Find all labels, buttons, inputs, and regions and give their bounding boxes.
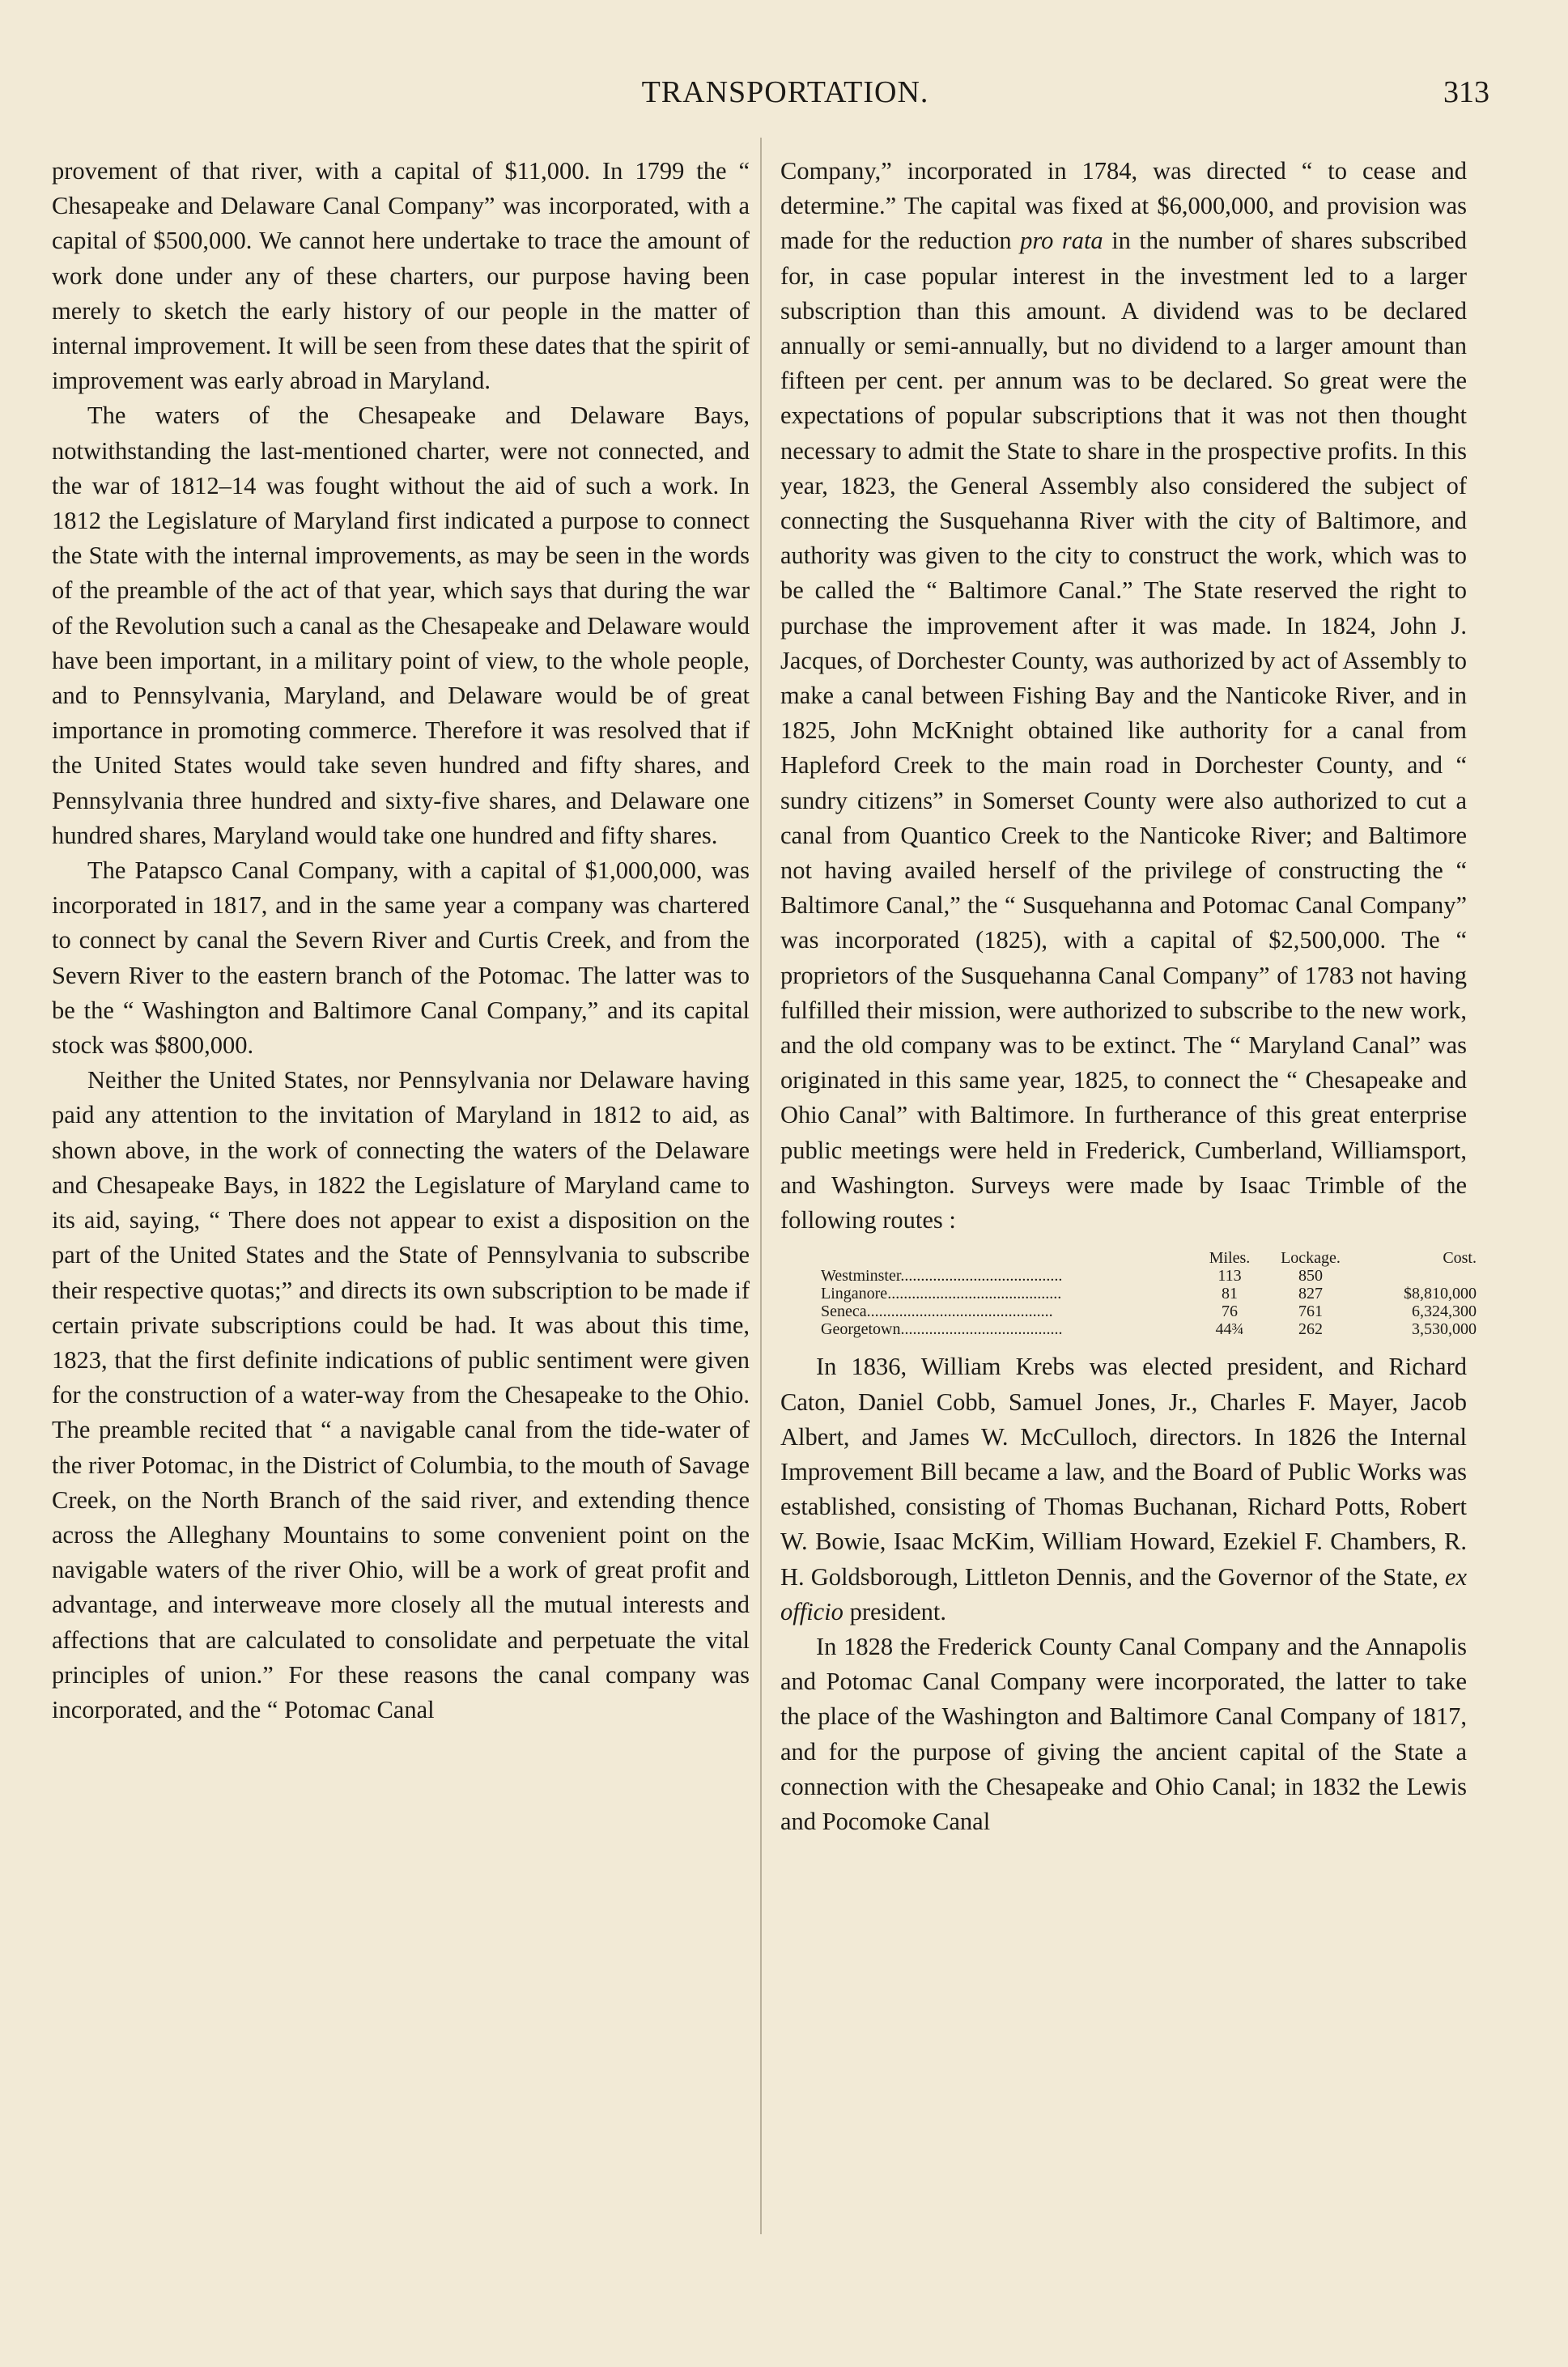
route-cost: 6,324,300 <box>1412 1302 1477 1321</box>
routes-header-route <box>821 1249 1193 1267</box>
page-title: TRANSPORTATION. <box>641 75 929 109</box>
left-paragraph-2: The waters of the Chesapeake and Delaware Bays, notwithstanding the last-mentioned charter, were not connected, and the war of 1812–14 was fought without the aid of such a work. In 1812 the Legislature of Maryland first indicated a purpose to connect the State with the internal improvements, as may be seen in the words of the preamble of the act of that year, which says that during the war of the Revolution such a canal as the Chesapeake and Delaware would have been important, in a military point of view, to the whole people, and to Pennsylvania, Maryland, and Delaware would be of great importance in promoting commerce. Therefore it was resolved that if the United States would take seven hundred and fifty shares, and Pennsylvania three hundred and sixty-five shares, and Delaware one hundred shares, Maryland would take one hundred and fifty shares. <box>52 402 750 849</box>
left-paragraph-4: Neither the United States, nor Pennsylvania nor Delaware having paid any attention to the invitation of Maryland in 1812 to aid, as shown above, in the work of connecting the waters of the Delaware and Chesapeake Bays, in 1822 the Legislature of Maryland came to its aid, saying, “ There does not appear to exist a disposition on the part of the United States and the State of Pennsylvania to subscribe their respective quotas;” and directs its own subscription to be made if certain private subscriptions could be had. It was about this time, 1823, that the first definite indications of public sentiment were given for the construction of a water-way from the Chesapeake to the Ohio. The preamble recited that “ a navigable canal from the tide-water of the river Potomac, in the District of Columbia, to the mouth of Savage Creek, on the North Branch of the said river, and extending thence across the Alleghany Mountains to some convenient point on the navigable waters of the river Ohio, will be a work of great profit and advantage, and interweave more closely all the mutual interests and affections that are calculated to consolidate and perpetuate the vital principles of union.” For these reasons the canal company was incorporated, and the “ Potomac Canal <box>52 1066 750 1723</box>
right-column <box>780 154 1477 1839</box>
route-miles: 44¾ <box>1215 1320 1244 1339</box>
right-paragraph-3: In 1828 the Frederick County Canal Company and the Annapolis and Potomac Canal Company were incorporated, the latter to take the place of the Washington and Baltimore Canal Company of 1817, and for the purpose of giving the ancient capital of the State a connection with the Chesapeake and Ohio Canal; in 1832 the Lewis and Pocomoke Canal <box>780 1632 1467 1835</box>
route-miles: 81 <box>1222 1285 1238 1303</box>
route-name: Linganore........................................... <box>821 1285 1062 1303</box>
column-divider <box>760 138 762 2234</box>
route-miles: 76 <box>1222 1302 1238 1321</box>
table-row <box>821 1302 1477 1320</box>
left-column <box>52 154 750 1727</box>
right-paragraph-2-end: president. <box>843 1597 946 1625</box>
routes-table <box>780 1249 1477 1339</box>
route-name: Westminster........................................ <box>821 1267 1063 1285</box>
table-row <box>821 1267 1477 1285</box>
table-row <box>821 1285 1477 1302</box>
page-number: 313 <box>1443 75 1489 109</box>
left-paragraph-1: provement of that river, with a capital of $11,000. In 1799 the “ Chesapeake and Delaware Canal Company” was incorporated, with a capital of $500,000. We cannot here undertake to trace the amount of work done under any of these charters, our purpose having been merely to sketch the early history of our people in the matter of internal improvement. It will be seen from these dates that the spirit of improvement was early abroad in Maryland. <box>52 157 750 395</box>
routes-header-miles: Miles. <box>1209 1249 1251 1268</box>
right-paragraph-1 <box>780 154 1467 1238</box>
right-paragraph-1-a: Company,” incorporated in 1784, was directed “ to cease and determine.” The capital was fixed at $6,000,000, and provision was made for the reduction <box>780 157 1467 255</box>
right-paragraph-2-a: In 1836, William Krebs was elected president, and Richard Caton, Daniel Cobb, Samuel Jones, Jr., Charles F. Mayer, Jacob Albert, and James W. McCulloch, directors. In 1826 the Internal Improvement Bill became a law, and the Board of Public Works was established, consisting of Thomas Buchanan, Richard Potts, Robert W. Bowie, Isaac McKim, William Howard, Ezekiel F. Chambers, R. H. Goldsborough, Littleton Dennis, and the Governor of the State, <box>780 1353 1467 1591</box>
left-paragraph-3: The Patapsco Canal Company, with a capital of $1,000,000, was incorporated in 1817, and in the same year a company was chartered to connect by canal the Severn River and Curtis Creek, and from the Severn River to the eastern branch of the Potomac. The latter was to be the “ Washington and Baltimore Canal Company,” and its capital stock was $800,000. <box>52 856 750 1060</box>
route-cost <box>1355 1267 1477 1285</box>
route-cost: 3,530,000 <box>1412 1320 1477 1339</box>
route-cost: $8,810,000 <box>1404 1285 1477 1303</box>
route-lockage: 850 <box>1298 1267 1323 1285</box>
right-paragraph-1-b: in the number of shares subscribed for, in case popular interest in the investment led to a larger subscription than this amount. A dividend was to be declared annually or semi-annually, but no dividend to a larger amount than fifteen per cent. per annum was to be declared. So great were the expectations of popular subscriptions that it was not then thought necessary to admit the State to share in the prospective profits. In this year, 1823, the General Assembly also considered the subject of connecting the Susquehanna River with the city of Baltimore, and authority was given to the city to construct the work, which was to be called the “ Baltimore Canal.” The State reserved the right to purchase the improvement after it was made. In 1824, John J. Jacques, of Dorchester County, was authorized by act of Assembly to make a canal between Fishing Bay and the Nanticoke River, and in 1825, John McKnight obtained like authority for a canal from Hapleford Creek to the main road in Dorchester County, and “ sundry citizens” in Somerset County were also authorized to cut a canal from Quantico Creek to the Nanticoke River; and Baltimore not having availed herself of the privilege of constructing the “ Baltimore Canal,” the “ Susquehanna and Potomac Canal Company” was incorporated (1825), with a capital of $2,500,000. The “ proprietors of the Susquehanna Canal Company” of 1783 not having fulfilled their mission, were authorized to subscribe to the new work, and the old company was to be extinct. The “ Maryland Canal” was originated in this same year, 1825, to connect the “ Chesapeake and Ohio Canal” with Baltimore. In furtherance of this great enterprise public meetings were held in Frederick, Cumberland, Williamsport, and Washington. Surveys were made by Isaac Trimble of the following routes : <box>780 227 1467 1234</box>
route-lockage: 761 <box>1298 1302 1323 1321</box>
right-paragraph-2 <box>780 1349 1467 1630</box>
routes-header-lockage: Lockage. <box>1281 1249 1341 1268</box>
table-row <box>821 1320 1477 1338</box>
right-paragraph-2-italic: ex officio <box>780 1562 1467 1625</box>
route-name: Seneca.............................................. <box>821 1302 1053 1321</box>
routes-header-row <box>821 1249 1477 1267</box>
route-lockage: 262 <box>1298 1320 1323 1339</box>
route-lockage: 827 <box>1298 1285 1323 1303</box>
route-name: Georgetown........................................ <box>821 1320 1063 1339</box>
running-header <box>0 74 1568 123</box>
route-miles: 113 <box>1217 1267 1242 1285</box>
routes-header-cost: Cost. <box>1443 1249 1477 1268</box>
right-paragraph-1-italic: pro rata <box>1020 227 1103 255</box>
